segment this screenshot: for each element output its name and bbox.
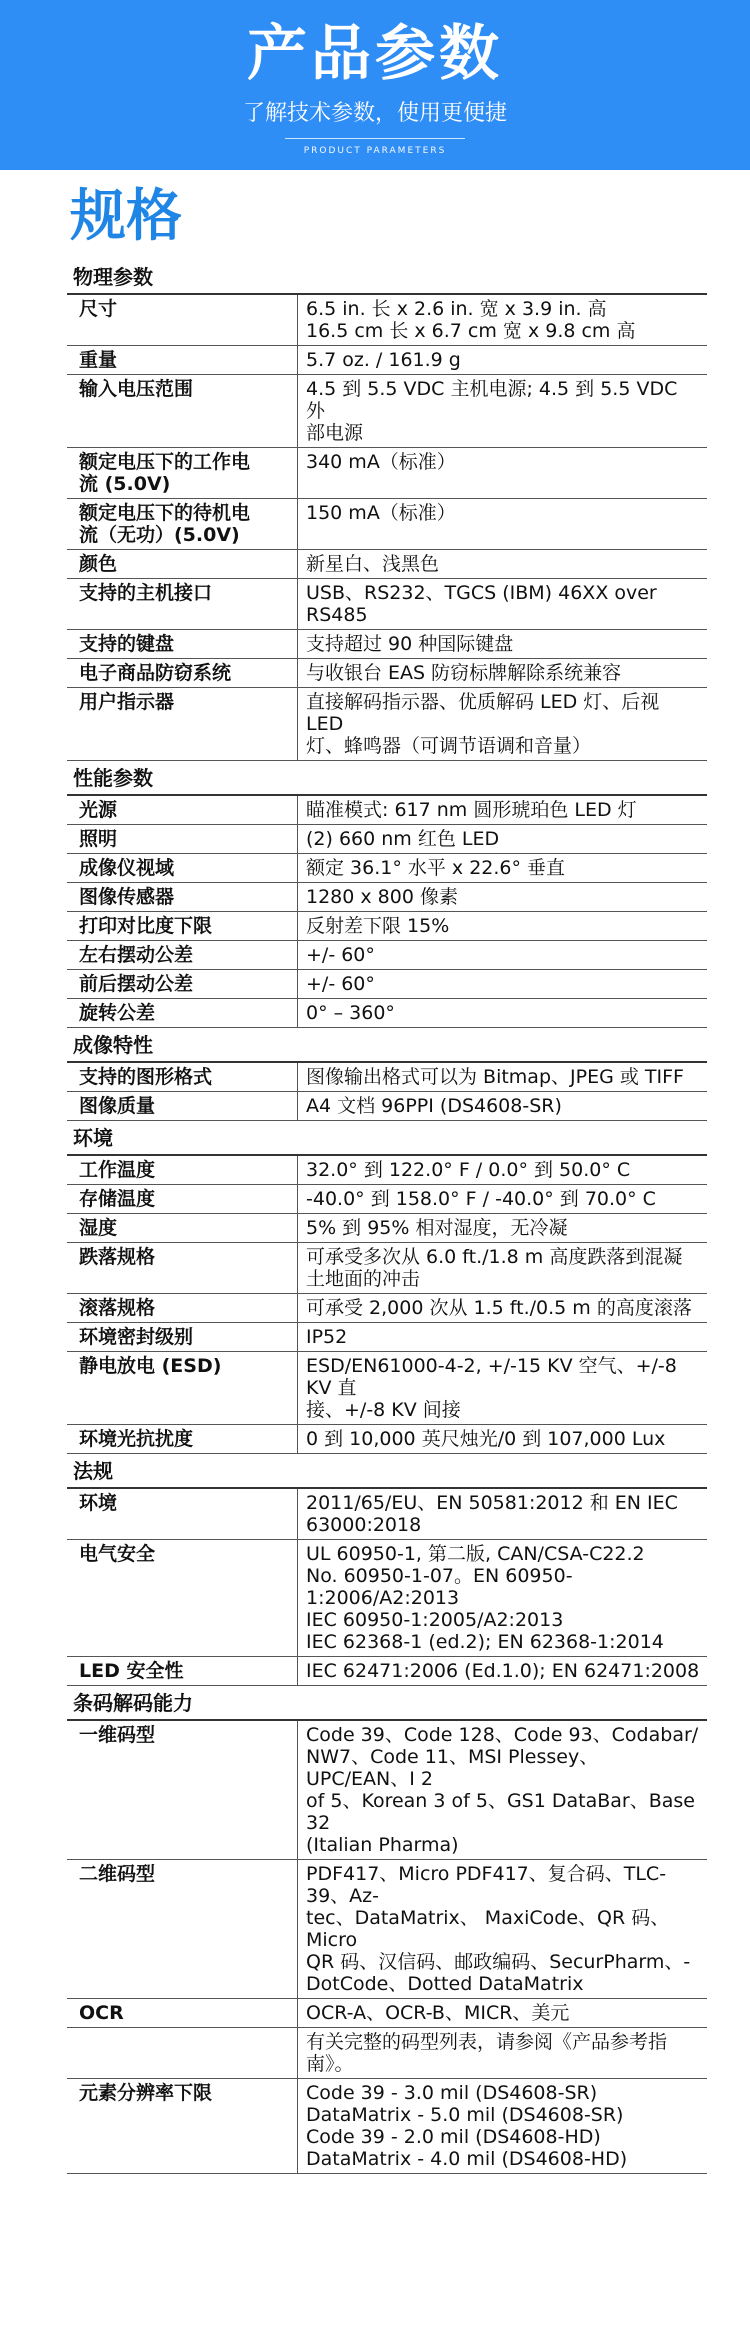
spec-value: Code 39 - 3.0 mil (DS4608-SR) DataMatrix - 5.0 mil (DS4608-SR) Code 39 - 2.0 mil (DS4608-HD) DataMatrix - 4.0 mil (DS4608-HD) (298, 2079, 708, 2174)
spec-value: 额定 36.1° 水平 x 22.6° 垂直 (298, 854, 708, 883)
spec-label: 额定电压下的待机电 流（无功）(5.0V) (67, 499, 298, 550)
spec-label: 一维码型 (67, 1720, 298, 1860)
spec-value: 可承受 2,000 次从 1.5 ft./0.5 m 的高度滚落 (298, 1294, 708, 1323)
spec-label: 支持的键盘 (67, 630, 298, 659)
spec-label: 元素分辨率下限 (67, 2079, 298, 2174)
section-title: 环境 (67, 1121, 707, 1156)
table-row (67, 1352, 707, 1425)
table-row (67, 1657, 707, 1686)
section-title: 性能参数 (67, 761, 707, 796)
table-row (67, 294, 707, 346)
spec-value: IP52 (298, 1323, 708, 1352)
table-row (67, 630, 707, 659)
spec-value: 340 mA（标准） (298, 448, 708, 499)
section-header (67, 1121, 707, 1156)
section-title: 成像特性 (67, 1028, 707, 1063)
table-row (67, 1092, 707, 1121)
table-row (67, 1185, 707, 1214)
spec-value: 2011/65/EU、EN 50581:2012 和 EN IEC 63000:2018 (298, 1488, 708, 1540)
table-row (67, 795, 707, 825)
spec-value: 瞄准模式: 617 nm 圆形琥珀色 LED 灯 (298, 795, 708, 825)
table-row (67, 375, 707, 448)
spec-label: 工作温度 (67, 1155, 298, 1185)
spec-label: 重量 (67, 346, 298, 375)
table-row (67, 2079, 707, 2174)
spec-value: Code 39、Code 128、Code 93、Codabar/ NW7、Code 11、MSI Plessey、UPC/EAN、I 2 of 5、Korean 3 of 5、GS1 DataBar、Base 32 (Italian Pharma) (298, 1720, 708, 1860)
spec-value: 图像输出格式可以为 Bitmap、JPEG 或 TIFF (298, 1062, 708, 1092)
spec-value: 可承受多次从 6.0 ft./1.8 m 高度跌落到混凝 土地面的冲击 (298, 1243, 708, 1294)
spec-table-container (67, 260, 707, 2174)
spec-label: 存储温度 (67, 1185, 298, 1214)
table-row (67, 1425, 707, 1454)
table-row (67, 1155, 707, 1185)
table-row (67, 999, 707, 1028)
table-row (67, 825, 707, 854)
spec-label: 用户指示器 (67, 688, 298, 761)
table-row (67, 499, 707, 550)
table-row (67, 854, 707, 883)
spec-table-body (67, 260, 707, 2174)
spec-label: 旋转公差 (67, 999, 298, 1028)
spec-value: 0 到 10,000 英尺烛光/0 到 107,000 Lux (298, 1425, 708, 1454)
table-row (67, 1214, 707, 1243)
section-header (67, 1686, 707, 1721)
spec-heading: 规格 (70, 184, 182, 249)
table-row (67, 941, 707, 970)
spec-value: 新星白、浅黑色 (298, 550, 708, 579)
table-row (67, 2028, 707, 2079)
spec-label: 湿度 (67, 1214, 298, 1243)
spec-value: USB、RS232、TGCS (IBM) 46XX over RS485 (298, 579, 708, 630)
spec-value: 4.5 到 5.5 VDC 主机电源; 4.5 到 5.5 VDC 外 部电源 (298, 375, 708, 448)
spec-label: 成像仪视域 (67, 854, 298, 883)
spec-label: 输入电压范围 (67, 375, 298, 448)
spec-label: 静电放电 (ESD) (67, 1352, 298, 1425)
spec-value: OCR-A、OCR-B、MICR、美元 (298, 1999, 708, 2028)
table-row (67, 970, 707, 999)
spec-label: 光源 (67, 795, 298, 825)
table-row (67, 448, 707, 499)
spec-value: 5% 到 95% 相对湿度，无冷凝 (298, 1214, 708, 1243)
section-header (67, 761, 707, 796)
table-row (67, 659, 707, 688)
spec-value: PDF417、Micro PDF417、复合码、TLC-39、Az- tec、DataMatrix、 MaxiCode、QR 码、Micro QR 码、汉信码、邮政编码、SecurPharm、- DotCode、Dotted DataMatrix (298, 1860, 708, 1999)
table-row (67, 1860, 707, 1999)
section-header (67, 1454, 707, 1489)
spec-label: 颜色 (67, 550, 298, 579)
spec-label: OCR (67, 1999, 298, 2028)
spec-label: LED 安全性 (67, 1657, 298, 1686)
table-row (67, 688, 707, 761)
spec-label: 环境光抗扰度 (67, 1425, 298, 1454)
section-title: 条码解码能力 (67, 1686, 707, 1721)
table-row (67, 1294, 707, 1323)
spec-value: 32.0° 到 122.0° F / 0.0° 到 50.0° C (298, 1155, 708, 1185)
spec-value: IEC 62471:2006 (Ed.1.0); EN 62471:2008 (298, 1657, 708, 1686)
spec-value: 有关完整的码型列表，请参阅《产品参考指 南》。 (298, 2028, 708, 2079)
spec-value: A4 文档 96PPI (DS4608-SR) (298, 1092, 708, 1121)
spec-label: 图像质量 (67, 1092, 298, 1121)
table-row (67, 883, 707, 912)
spec-value: ESD/EN61000-4-2, +/-15 KV 空气、+/-8 KV 直 接、+/-8 KV 间接 (298, 1352, 708, 1425)
section-title: 物理参数 (67, 260, 707, 294)
spec-label: 照明 (67, 825, 298, 854)
spec-label: 电气安全 (67, 1540, 298, 1657)
spec-label: 支持的主机接口 (67, 579, 298, 630)
table-row (67, 1999, 707, 2028)
spec-label: 环境 (67, 1488, 298, 1540)
spec-value: -40.0° 到 158.0° F / -40.0° 到 70.0° C (298, 1185, 708, 1214)
table-row (67, 1243, 707, 1294)
spec-value: 6.5 in. 长 x 2.6 in. 宽 x 3.9 in. 高 16.5 cm 长 x 6.7 cm 宽 x 9.8 cm 高 (298, 294, 708, 346)
table-row (67, 1323, 707, 1352)
spec-value: 0° – 360° (298, 999, 708, 1028)
table-row (67, 550, 707, 579)
spec-label: 支持的图形格式 (67, 1062, 298, 1092)
spec-value: 支持超过 90 种国际键盘 (298, 630, 708, 659)
spec-value: 5.7 oz. / 161.9 g (298, 346, 708, 375)
banner-title: 产品参数 (247, 19, 503, 89)
spec-label (67, 2028, 298, 2079)
spec-value: (2) 660 nm 红色 LED (298, 825, 708, 854)
header-banner (0, 0, 750, 170)
spec-label: 图像传感器 (67, 883, 298, 912)
spec-value: 1280 x 800 像素 (298, 883, 708, 912)
banner-subtitle: 了解技术参数，使用更便捷 (242, 101, 507, 126)
spec-value: +/- 60° (298, 970, 708, 999)
section-header (67, 1028, 707, 1063)
banner-english-caption: PRODUCT PARAMETERS (303, 146, 447, 156)
spec-label: 尺寸 (67, 294, 298, 346)
spec-label: 打印对比度下限 (67, 912, 298, 941)
spec-value: 直接解码指示器、优质解码 LED 灯、后视 LED 灯、蜂鸣器（可调节语调和音量） (298, 688, 708, 761)
table-row (67, 579, 707, 630)
spec-label: 跌落规格 (67, 1243, 298, 1294)
table-row (67, 1062, 707, 1092)
spec-label: 环境密封级别 (67, 1323, 298, 1352)
spec-label: 左右摆动公差 (67, 941, 298, 970)
table-row (67, 1540, 707, 1657)
section-title: 法规 (67, 1454, 707, 1489)
spec-value: 与收银台 EAS 防窃标牌解除系统兼容 (298, 659, 708, 688)
spec-value: 反射差下限 15% (298, 912, 708, 941)
spec-table (67, 260, 707, 2174)
spec-value: 150 mA（标准） (298, 499, 708, 550)
spec-label: 额定电压下的工作电 流 (5.0V) (67, 448, 298, 499)
section-header (67, 260, 707, 294)
spec-label: 前后摆动公差 (67, 970, 298, 999)
table-row (67, 1488, 707, 1540)
spec-label: 二维码型 (67, 1860, 298, 1999)
spec-label: 滚落规格 (67, 1294, 298, 1323)
spec-label: 电子商品防窃系统 (67, 659, 298, 688)
spec-value: +/- 60° (298, 941, 708, 970)
spec-value: UL 60950-1, 第二版, CAN/CSA-C22.2 No. 60950-1-07。EN 60950-1:2006/A2:2013 IEC 60950-1:2005/A2:2013 IEC 62368-1 (ed.2); EN 62368-1:2014 (298, 1540, 708, 1657)
table-row (67, 346, 707, 375)
banner-divider (285, 138, 465, 139)
table-row (67, 912, 707, 941)
table-row (67, 1720, 707, 1860)
